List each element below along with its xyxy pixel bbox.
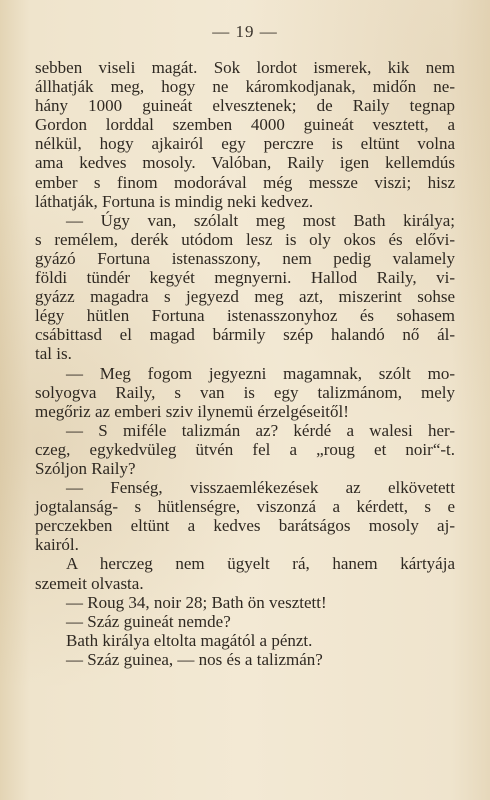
text-line: csábittasd el magad bármily szép halandó nő ál-	[35, 325, 455, 345]
text-line: ama kedves mosoly. Valóban, Raily igen kellemdús	[35, 153, 455, 173]
text-line: — Roug 34, noir 28; Bath ön vesztett!	[66, 592, 327, 612]
text-line: Gordon lorddal szemben 4000 guineát vesztett, a	[35, 115, 455, 135]
text-line: — S miféle talizmán az? kérdé a walesi her-	[66, 420, 455, 440]
text-line: solyogva Raily, s van is egy talizmánom, mely	[35, 382, 455, 402]
text-line: láthatják, Fortuna is mindig neki kedvez.	[35, 191, 314, 211]
text-line: A herczeg nem ügyelt rá, hanem kártyája	[66, 554, 455, 574]
text-line: czeg, egykedvüleg ütvén fel a „roug et noir“-t.	[35, 439, 455, 459]
text-line: perczekben eltünt a kedves barátságos mosoly aj-	[35, 516, 455, 536]
text-line: nélkül, hogy ajkairól egy perczre is eltünt volna	[35, 134, 455, 154]
text-line: állhatják meg, hogy ne káromkodjanak, midőn ne-	[35, 77, 455, 97]
page-number: — 19 —	[212, 22, 278, 41]
text-line: légy hütlen Fortuna istenasszonyhoz és sohasem	[35, 306, 455, 326]
text-line: Bath királya eltolta magától a pénzt.	[66, 630, 313, 650]
text-line: tal is.	[35, 344, 72, 364]
text-line: megőriz az emberi sziv ilynemü érzelgéseitől!	[35, 401, 349, 421]
text-line: gyázó Fortuna istenasszony, nem pedig valamely	[35, 248, 455, 268]
text-line: jogtalanság- s hütlenségre, viszonzá a kérdett, s e	[35, 497, 455, 517]
text-line: — Száz guineát nemde?	[66, 611, 231, 631]
text-line: sebben viseli magát. Sok lordot ismerek, kik nem	[35, 58, 455, 77]
text-line: s remélem, derék utódom lesz is oly okos és elővi-	[35, 229, 455, 249]
text-line: ember s finom modorával még messze viszi; hisz	[35, 172, 455, 192]
body-text	[35, 58, 455, 669]
text-line: — Száz guinea, — nos és a talizmán?	[66, 649, 323, 669]
text-line: — Fenség, visszaemlékezések az elkövetett	[66, 478, 455, 498]
text-line: gyázz magadra s jegyezd meg azt, miszerint sohse	[35, 287, 455, 307]
text-line: — Meg fogom jegyezni magamnak, szólt mo-	[66, 363, 455, 383]
text-line: szemeit olvasta.	[35, 573, 144, 593]
text-line: földi tündér kegyét megnyerni. Hallod Raily, vi-	[35, 268, 455, 288]
text-line: kairól.	[35, 535, 79, 555]
text-line: hány 1000 guineát elvesztenek; de Raily tegnap	[35, 96, 455, 116]
text-line: — Úgy van, szólalt meg most Bath királya;	[66, 210, 455, 230]
text-line: Szóljon Raily?	[35, 458, 136, 478]
